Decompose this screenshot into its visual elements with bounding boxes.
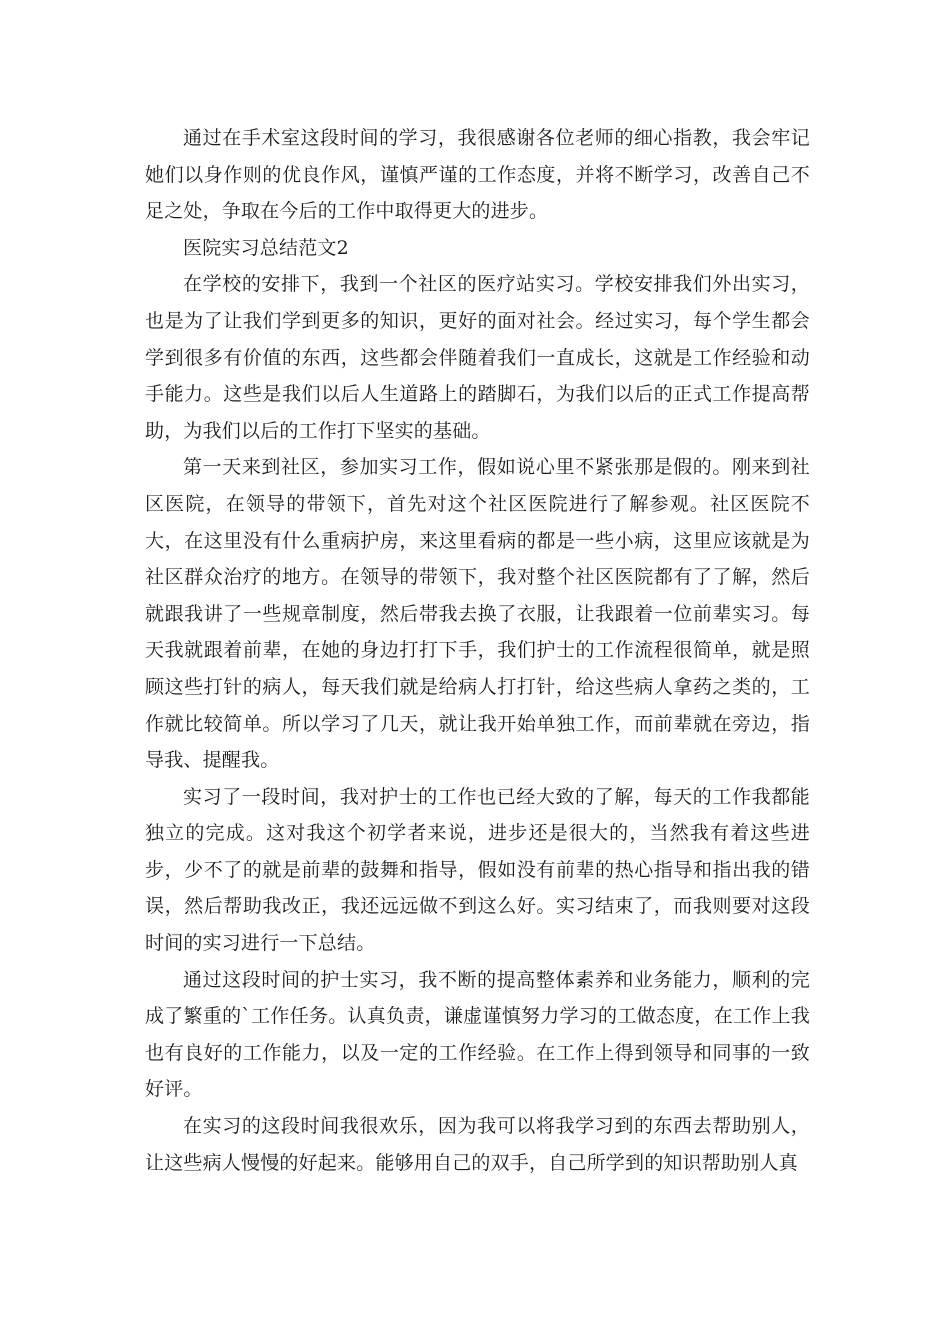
- section-heading: 医院实习总结范文2: [183, 236, 349, 259]
- document-body: [145, 120, 810, 1181]
- paragraph-closing-thanks: 通过在手术室这段时间的学习，我很感谢各位老师的细心指教，我会牢记她们以身作则的优良作风，谨慎严谨的工作态度，并将不断学习，改善自己不足之处，争取在今后的工作中取得更大的进步。: [145, 127, 810, 223]
- paragraph-summary: 通过这段时间的护士实习，我不断的提高整体素养和业务能力，顺利的完成了繁重的`工作任务。认真负责，谦虚谨慎努力学习的工做态度，在工作上我也有良好的工作能力，以及一定的工作经验。在工作上得到领导和同事的一致好评。: [145, 968, 810, 1101]
- paragraph-happiness: 在实习的这段时间我很欢乐，因为我可以将我学习到的东西去帮助别人，让这些病人慢慢的好起来。能够用自己的双手，自己所学到的知识帮助别人真: [145, 1115, 810, 1174]
- paragraph-progress: 实习了一段时间，我对护士的工作也已经大致的了解，每天的工作我都能独立的完成。这对我这个初学者来说，进步还是很大的，当然我有着这些进步，少不了的就是前辈的鼓舞和指导，假如没有前辈的热心指导和指出我的错误，然后帮助我改正，我还远远做不到这么好。实习结束了，而我则要对这段时间的实习进行一下总结。: [145, 785, 810, 955]
- paragraph-first-day: 第一天来到社区，参加实习工作，假如说心里不紧张那是假的。刚来到社区医院，在领导的带领下，首先对这个社区医院进行了解参观。社区医院不大，在这里没有什么重病护房，来这里看病的都是一些小病，这里应该就是为社区群众治疗的地方。在领导的带领下，我对整个社区医院都有了了解，然后就跟我讲了一些规章制度，然后帯我去换了衣服，让我跟着一位前辈实习。每天我就跟着前辈，在她的身边打打下手，我们护士的工作流程很简单，就是照顾这些打针的病人，每天我们就是给病人打打针，给这些病人拿药之类的，工作就比较简单。所以学习了几天，就让我开始单独工作，而前辈就在旁边，指导我、提醒我。: [145, 456, 810, 772]
- paragraph-intro: 在学校的安排下，我到一个社区的医疗站实习。学校安排我们外出实习，也是为了让我们学到更多的知识，更好的面对社会。经过实习，每个学生都会学到很多有价值的东西，这些都会伴随着我们一直成长，这就是工作经验和动手能力。这些是我们以后人生道路上的踏脚石，为我们以后的正式工作提高帮助，为我们以后的工作打下坚实的基础。: [145, 273, 810, 442]
